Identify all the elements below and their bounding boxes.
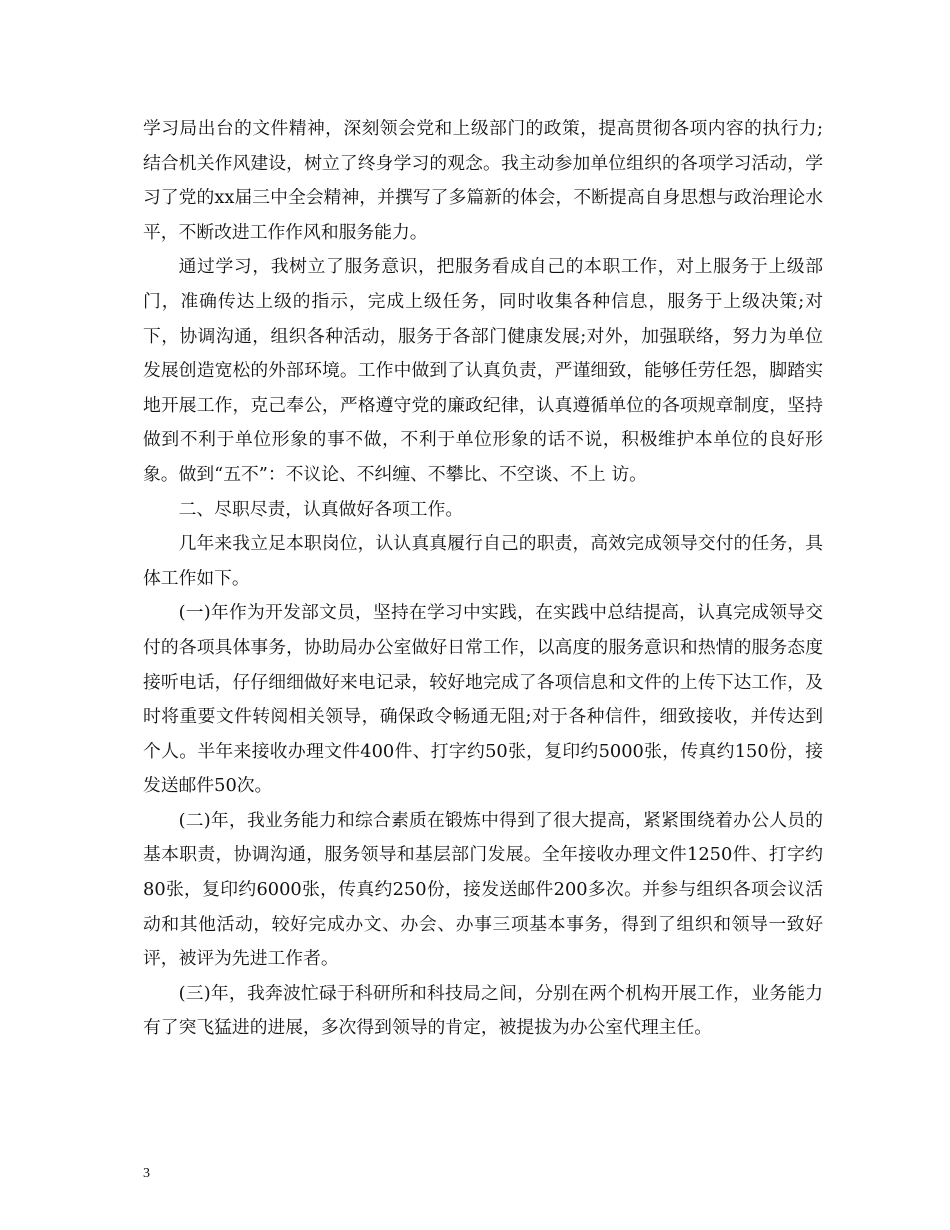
page-number: 3 — [143, 1166, 150, 1181]
paragraph-6: (三)年，我奔波忙碌于科研所和科技局之间，分别在两个机构开展工作，业务能力有了突飞猛进的进展，多次得到领导的肯定，被提拔为办公室代理主任。 — [143, 982, 823, 1039]
paragraph-5: (二)年，我业务能力和综合素质在锻炼中得到了很大提高，紧紧围绕着办公人员的基本职责，协调沟通，服务领导和基层部门发展。全年接收办理文件1250件、打字约80张，复印约6000张，传真约250份，接发送邮件200多次。并参与组织各项会议活动和其他活动，较好完成办文、办会、办事三项基本事务，得到了组织和领导一致好评，被评为先进工作者。 — [143, 809, 823, 970]
paragraph-4: (一)年作为开发部文员，坚持在学习中实践，在实践中总结提高，认真完成领导交付的各项具体事务，协助局办公室做好日常工作，以高度的服务意识和热情的服务态度接听电话，仔仔细细做好来电记录，较好地完成了各项信息和文件的上传下达工作，及时将重要文件转阅相关领导，确保政令畅通无阻;对于各种信件，细致接收，并传达到个人。半年来接收办理文件400件、打字约50张，复印约5000张，传真约150份，接发送邮件50次。 — [143, 602, 823, 797]
section-heading-2: 二、尽职尽责，认真做好各项工作。 — [178, 498, 464, 520]
paragraph-1: 学习局出台的文件精神，深刻领会党和上级部门的政策，提高贯彻各项内容的执行力;结合机关作风建设，树立了终身学习的观念。我主动参加单位组织的各项学习活动，学习了党的xx届三中全会精神，并撰写了多篇新的体会，不断提高自身思想与政治理论水平，不断改进工作作风和服务能力。 — [143, 118, 823, 243]
paragraph-3: 几年来我立足本职岗位，认认真真履行自己的职责，高效完成领导交付的任务，具体工作如下。 — [143, 533, 823, 589]
paragraph-2: 通过学习，我树立了服务意识，把服务看成自己的本职工作，对上服务于上级部门，准确传达上级的指示，完成上级任务，同时收集各种信息，服务于上级决策;对下，协调沟通，组织各种活动，服务于各部门健康发展;对外，加强联络，努力为单位发展创造宽松的外部环境。工作中做到了认真负责，严谨细致，能够任劳任怨，脚踏实地开展工作，克己奉公，严格遵守党的廉政纪律，认真遵循单位的各项规章制度，坚持做到不利于单位形象的事不做，不利于单位形象的话不说，积极维护本单位的良好形象。做到“五不”：不议论、不纠缠、不攀比、不空谈、不上 访。 — [143, 256, 823, 485]
document-body — [143, 112, 823, 1046]
